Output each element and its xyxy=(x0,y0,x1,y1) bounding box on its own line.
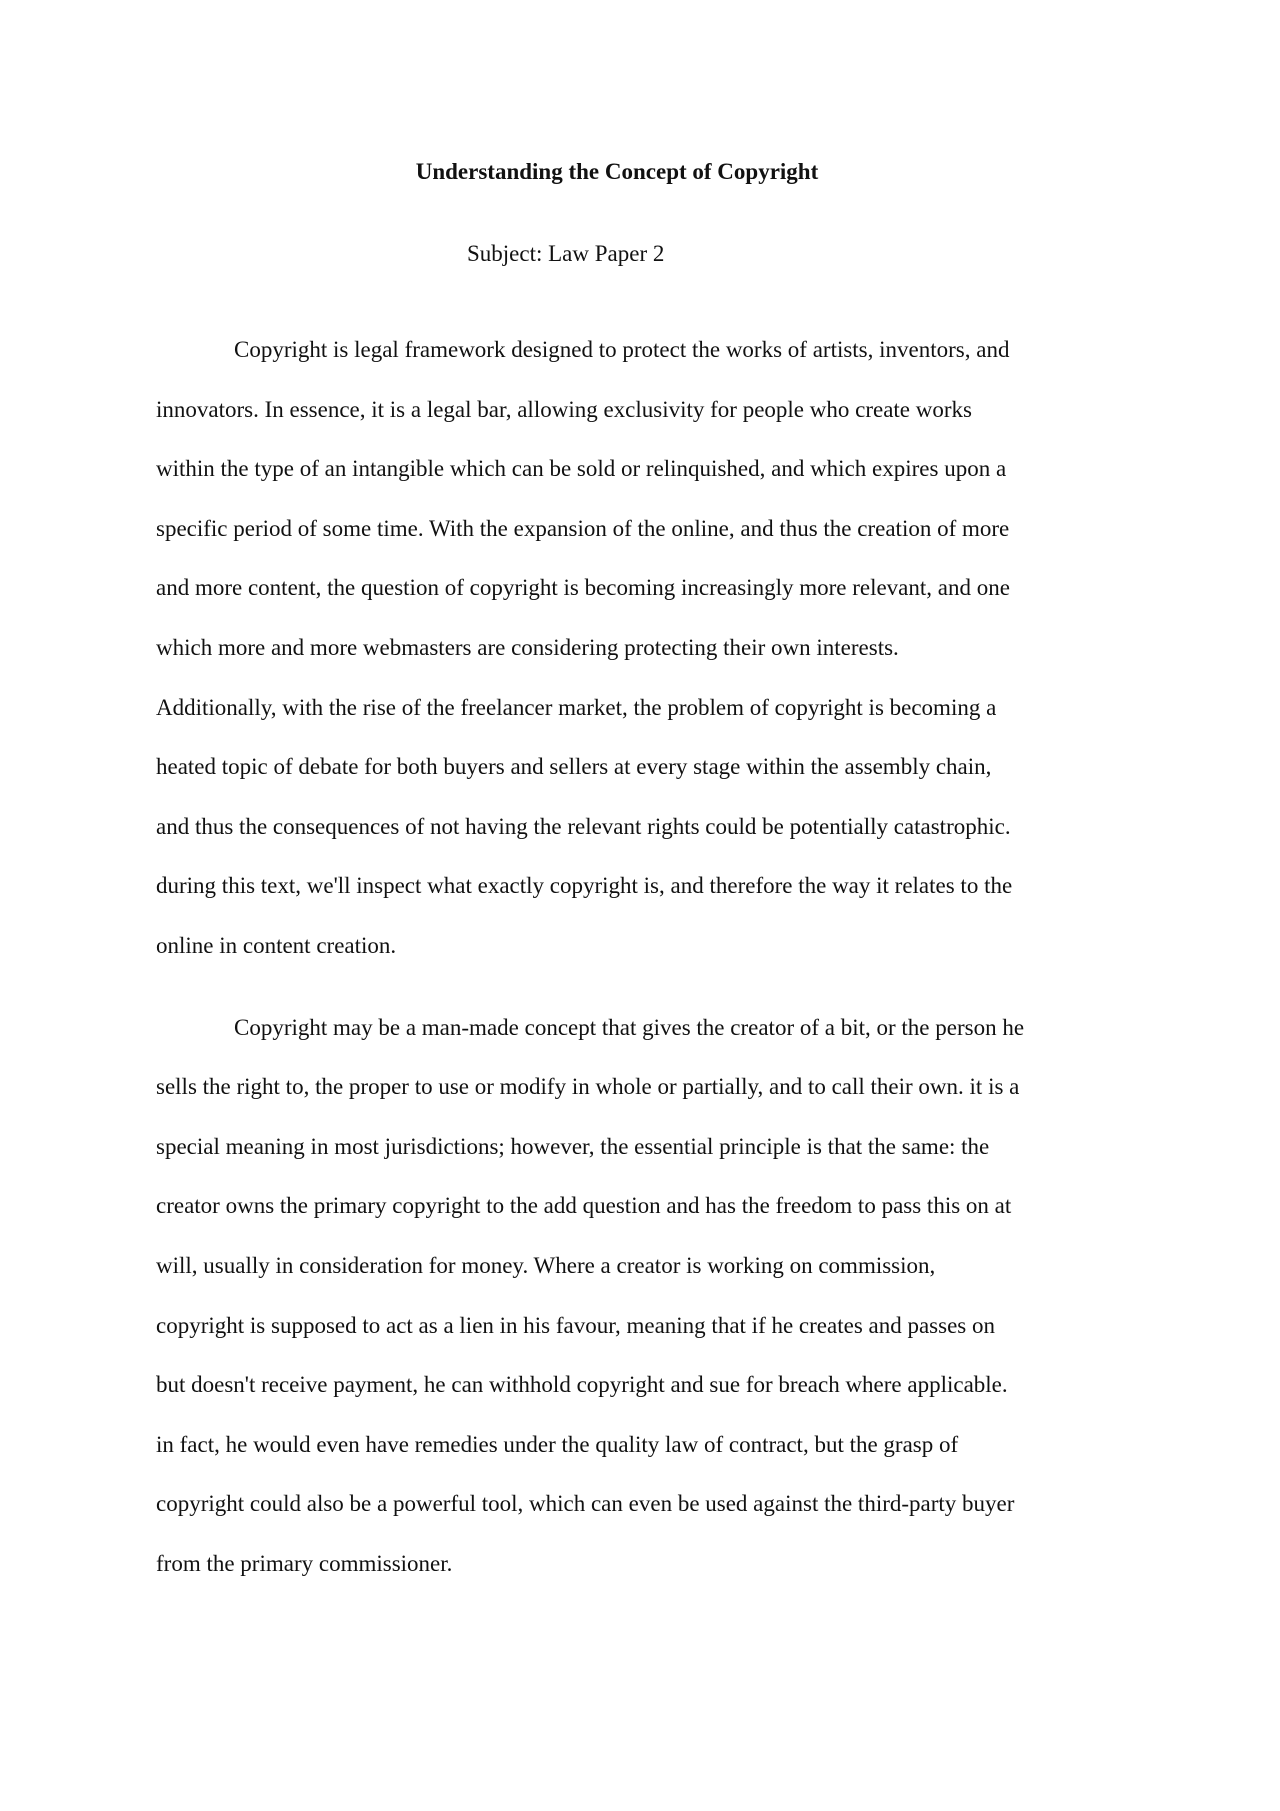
paragraph-line: which more and more webmasters are considering protecting their own interests. xyxy=(156,634,899,660)
document-subject: Subject: Law Paper 2 xyxy=(467,241,665,266)
paragraph-line: sells the right to, the proper to use or modify in whole or partially, and to call their own. it is a xyxy=(156,1074,1020,1100)
paragraph-line: in fact, he would even have remedies under the quality law of contract, but the grasp of xyxy=(156,1431,959,1457)
paragraph-line: and more content, the question of copyright is becoming increasingly more relevant, and one xyxy=(156,575,1010,601)
paragraph-line: heated topic of debate for both buyers and sellers at every stage within the assembly chain, xyxy=(156,754,992,780)
paragraph-line: copyright is supposed to act as a lien in his favour, meaning that if he creates and passes on xyxy=(156,1312,995,1338)
paragraph-line: and thus the consequences of not having the relevant rights could be potentially catastrophic. xyxy=(156,813,1011,839)
paragraph-2 xyxy=(156,998,1140,1594)
paragraph-line: creator owns the primary copyright to the add question and has the freedom to pass this on at xyxy=(156,1193,1012,1219)
paragraph-line: special meaning in most jurisdictions; however, the essential principle is that the same: the xyxy=(156,1133,990,1159)
paragraph-line: Additionally, with the rise of the freelancer market, the problem of copyright is becoming a xyxy=(156,694,997,720)
paragraph-line: Copyright is legal framework designed to protect the works of artists, inventors, and xyxy=(234,337,1010,362)
paragraph-line: copyright could also be a powerful tool, which can even be used against the third-party buyer xyxy=(156,1491,1015,1517)
paragraph-line: from the primary commissioner. xyxy=(156,1550,453,1576)
paragraph-line: online in content creation. xyxy=(156,932,397,958)
paragraph-line: innovators. In essence, it is a legal bar, allowing exclusivity for people who create works xyxy=(156,396,972,422)
paragraph-line: within the type of an intangible which can be sold or relinquished, and which expires upon a xyxy=(156,456,1007,482)
paragraph-line: Copyright may be a man-made concept that gives the creator of a bit, or the person he xyxy=(234,1014,1025,1040)
paragraph-line: but doesn't receive payment, he can withhold copyright and sue for breach where applicable. xyxy=(156,1372,1008,1398)
paragraph-line: will, usually in consideration for money. Where a creator is working on commission, xyxy=(156,1252,936,1278)
paragraph-line: specific period of some time. With the expansion of the online, and thus the creation of more xyxy=(156,515,1010,541)
document-body xyxy=(156,320,1140,1593)
paragraph-line: during this text, we'll inspect what exactly copyright is, and therefore the way it relates to the xyxy=(156,873,1013,899)
document-title: Understanding the Concept of Copyright xyxy=(415,159,819,184)
paragraph-1 xyxy=(156,320,1140,976)
